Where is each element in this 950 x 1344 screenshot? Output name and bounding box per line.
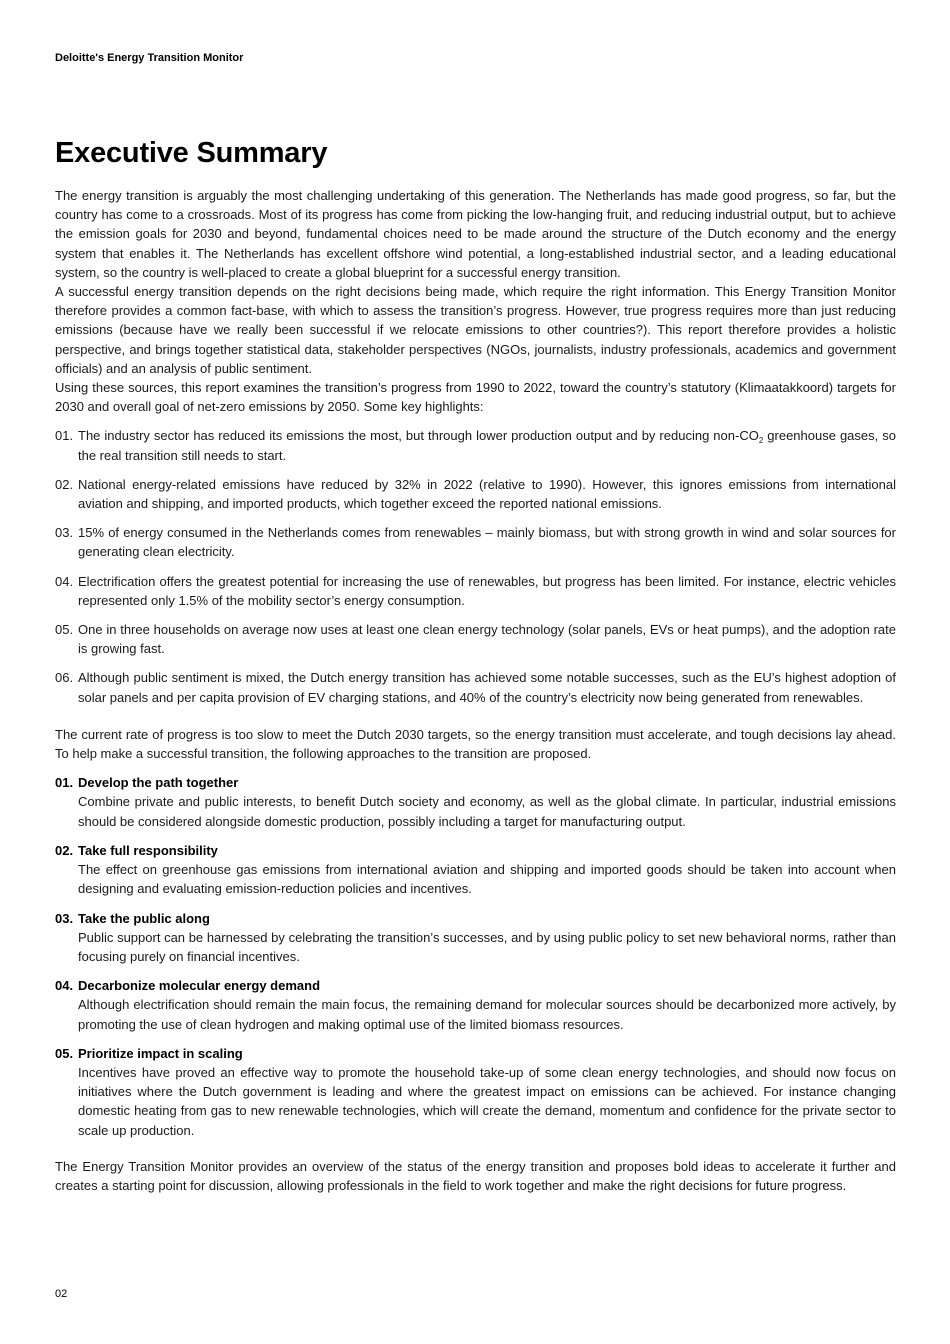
approaches-list [55,773,896,1139]
approach-body: Public support can be harnessed by celebrating the transition’s successes, and by using public policy to set new behavioral norms, rather than focusing purely on financial incentives. [78,929,896,964]
approach-heading: 03. Take the public along [55,910,210,926]
body-content [55,186,896,1195]
highlight-item [55,572,896,610]
highlight-text: 15% of energy consumed in the Netherlands comes from renewables – mainly biomass, but with strong growth in wind and solar sources for generating clean electricity. [78,525,896,560]
highlight-item [55,523,896,561]
running-header: Deloitte's Energy Transition Monitor [55,52,244,64]
highlight-item [55,668,896,706]
subscript: 2 [758,436,764,446]
highlight-item [55,426,896,464]
highlight-item [55,475,896,513]
closing-paragraph: The Energy Transition Monitor provides an overview of the status of the energy transition and proposes bold ideas to accelerate it further and creates a starting point for discussion, allowing professionals in the field to work together and make the right decisions for future progress. [55,1158,896,1193]
page-title: Executive Summary [55,137,328,169]
approach-item [55,773,896,831]
intro-paragraph: A successful energy transition depends on the right decisions being made, which require the right information. This Energy Transition Monitor therefore provides a common fact-base, with which to assess the transition’s progress. However, true progress requires more than just reducing emissions (because have we really been successful if we relocate emissions to other countries?). This report therefore provides a holistic perspective, and brings together statistical data, stakeholder perspectives (NGOs, journalists, industry professionals, academics and government officials) and an analysis of public sentiment. [55,284,896,376]
approach-body: Incentives have proved an effective way to promote the household take-up of some clean energy technologies, and should now focus on initiatives where the Dutch government is leading and where the greatest impact on emissions can be achieved. For instance changing domestic heating from gas to new renewable technologies, which will create the demand, momentum and confidence for the private sector to scale up production. [78,1064,896,1138]
intro-paragraph: Using these sources, this report examines the transition’s progress from 1990 to 2022, toward the country’s statutory (Klimaatakkoord) targets for 2030 and overall goal of net-zero emissions by 2050. Some key highlights: [55,380,896,415]
approach-heading: 01. Develop the path together [55,775,239,791]
approach-item [55,841,896,899]
highlights-list [55,426,896,706]
approach-heading: 05. Prioritize impact in scaling [55,1045,243,1061]
highlight-number: 04. [55,573,74,589]
highlight-text: The industry sector has reduced its emissions the most, but through lower production output and by reducing non-$CO_2$ greenhouse gases, so the real transition still needs to start. [78,428,896,463]
highlight-number: 02. [55,476,74,492]
approach-item [55,1044,896,1140]
approach-body: The effect on greenhouse gas emissions from international aviation and shipping and imported goods should be taken into account when designing and evaluating emission-reduction policies and incentives. [78,862,896,897]
highlight-item [55,620,896,658]
page-number: 02 [55,1288,68,1300]
highlight-text: Electrification offers the greatest potential for increasing the use of renewables, but progress has been limited. For instance, electric vehicles represented only 1.5% of the mobility sector’s energy consumption. [78,573,896,608]
approach-heading: 04. Decarbonize molecular energy demand [55,978,321,994]
approach-body: Combine private and public interests, to benefit Dutch society and economy, as well as the global climate. In particular, industrial emissions should be considered alongside domestic production, possibly including a target for manufacturing output. [78,794,896,829]
highlight-number: 01. [55,428,74,444]
highlight-text: Although public sentiment is mixed, the Dutch energy transition has achieved some notable successes, such as the EU’s highest adoption of solar panels and per capita provision of EV charging stations, and 40% of the country’s electricity now being generated from renewables. [78,670,896,705]
highlight-number: 03. [55,525,74,541]
approach-heading: 02. Take full responsibility [55,842,218,858]
highlight-text: One in three households on average now uses at least one clean energy technology (solar panels, EVs or heat pumps), and the adoption rate is growing fast. [78,622,896,657]
approach-item [55,909,896,967]
highlight-text: National energy-related emissions have reduced by 32% in 2022 (relative to 1990). However, this ignores emissions from international aviation and shipping, and imported products, which together exceed the reported national emissions. [78,476,896,512]
highlight-number: 05. [55,622,74,638]
approach-item [55,976,896,1034]
highlight-number: 06. [55,670,74,686]
intro-paragraph: The energy transition is arguably the most challenging undertaking of this generation. The Netherlands has made good progress, so far, but the country has come to a crossroads. Most of its progress has come from picking the low-hanging fruit, and reducing industrial output, but to achieve the emission goals for 2030 and beyond, fundamental choices need to be made around the structure of the Dutch economy and the energy system that enables it. The Netherlands has excellent offshore wind potential, a long-established industrial sector, and a leading educational system, so the country is well-placed to create a global blueprint for a successful energy transition. [55,188,896,280]
approach-body: Although electrification should remain the main focus, the remaining demand for molecular sources should be decarbonized more actively, by promoting the use of clean hydrogen and making optimal use of the limited biomass resources. [78,997,896,1032]
transition-paragraph: The current rate of progress is too slow to meet the Dutch 2030 targets, so the energy transition must accelerate, and tough decisions lay ahead. To help make a successful transition, the following approaches to the transition are proposed. [55,726,896,762]
